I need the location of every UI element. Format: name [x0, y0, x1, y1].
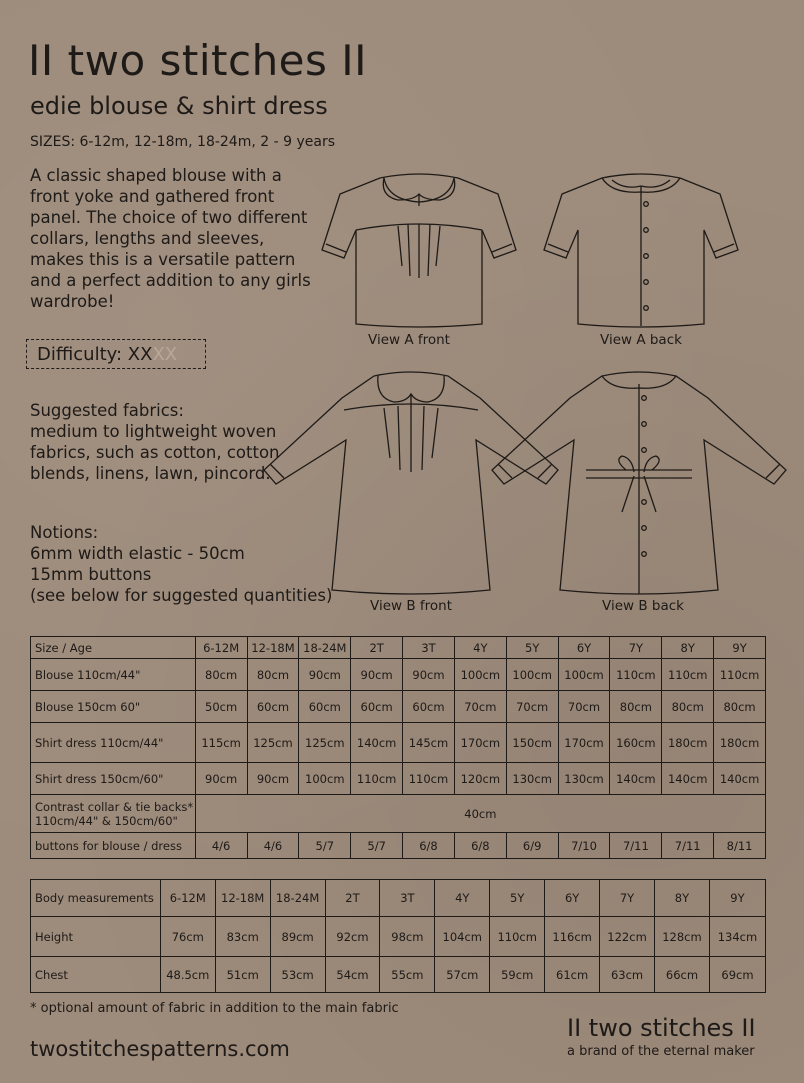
header-cell: 6Y	[545, 880, 600, 917]
header-cell: 18-24M	[270, 880, 325, 917]
header-cell: 5Y	[490, 880, 545, 917]
header-cell: 9Y	[714, 637, 766, 659]
table-cell: 110cm	[662, 659, 714, 691]
header-cell: 2T	[351, 637, 403, 659]
fabric-requirements-table	[30, 636, 766, 859]
table-cell: 70cm	[454, 691, 506, 723]
table-cell: 70cm	[558, 691, 610, 723]
view-b-back-label: View B back	[602, 598, 684, 614]
table-cell: 6/9	[506, 833, 558, 859]
header-cell: 4Y	[435, 880, 490, 917]
notions-heading: Notions:	[30, 523, 99, 542]
row-label: Shirt dress 150cm/60"	[31, 763, 196, 795]
table-cell: 60cm	[403, 691, 455, 723]
table-cell: 60cm	[299, 691, 351, 723]
table-cell: 5/7	[351, 833, 403, 859]
table-cell: 180cm	[662, 723, 714, 763]
table-cell: 100cm	[454, 659, 506, 691]
contrast-label-line2: 110cm/44" & 150cm/60"	[35, 813, 178, 828]
table-cell: 80cm	[195, 659, 247, 691]
table-cell: 128cm	[655, 917, 710, 957]
table-cell: 170cm	[558, 723, 610, 763]
difficulty-filled: XX	[127, 344, 153, 365]
row-label: buttons for blouse / dress	[31, 833, 196, 859]
table-row	[31, 691, 766, 723]
contrast-value: 40cm	[195, 795, 765, 833]
table-cell: 140cm	[662, 763, 714, 795]
table-cell: 100cm	[299, 763, 351, 795]
table-cell: 90cm	[403, 659, 455, 691]
view-b-back-illustration	[486, 362, 792, 600]
table-cell: 57cm	[435, 957, 490, 993]
footer-maker: a brand of the eternal maker	[567, 1044, 755, 1059]
header-cell: Body measurements	[31, 880, 161, 917]
table-cell: 90cm	[247, 763, 299, 795]
footnote: * optional amount of fabric in addition to the main fabric	[30, 1001, 399, 1016]
header-cell: 7Y	[600, 880, 655, 917]
table-cell: 110cm	[714, 659, 766, 691]
brand-title: II two stitches II	[28, 36, 368, 85]
row-label	[31, 795, 196, 833]
table-cell: 115cm	[195, 723, 247, 763]
table-cell: 6/8	[403, 833, 455, 859]
header-cell: 8Y	[655, 880, 710, 917]
table-cell: 98cm	[380, 917, 435, 957]
table-cell: 80cm	[610, 691, 662, 723]
table-row	[31, 723, 766, 763]
website-url: twostitchespatterns.com	[30, 1037, 290, 1061]
header-cell: 12-18M	[247, 637, 299, 659]
table-cell: 170cm	[454, 723, 506, 763]
table-cell: 130cm	[558, 763, 610, 795]
notion-item: (see below for suggested quantities)	[30, 586, 333, 605]
table-cell: 80cm	[662, 691, 714, 723]
header-cell: 8Y	[662, 637, 714, 659]
table-cell: 60cm	[247, 691, 299, 723]
table-row	[31, 659, 766, 691]
difficulty-label: Difficulty:	[37, 344, 128, 365]
view-b-front-label: View B front	[370, 598, 452, 614]
header-cell: 3T	[403, 637, 455, 659]
table-cell: 70cm	[506, 691, 558, 723]
pattern-subtitle: edie blouse & shirt dress	[30, 92, 328, 120]
table-cell: 7/11	[662, 833, 714, 859]
table-cell: 48.5cm	[160, 957, 215, 993]
notion-item: 6mm width elastic - 50cm	[30, 544, 245, 563]
table-cell: 53cm	[270, 957, 325, 993]
table-cell: 80cm	[247, 659, 299, 691]
header-cell: 6-12M	[160, 880, 215, 917]
table-cell: 8/11	[714, 833, 766, 859]
header-cell: 4Y	[454, 637, 506, 659]
header-cell: 7Y	[610, 637, 662, 659]
difficulty-box	[26, 339, 206, 369]
header-cell: 3T	[380, 880, 435, 917]
table-cell: 110cm	[403, 763, 455, 795]
table-cell: 145cm	[403, 723, 455, 763]
table-cell: 120cm	[454, 763, 506, 795]
table-cell: 90cm	[195, 763, 247, 795]
header-cell: 12-18M	[215, 880, 270, 917]
row-label: Blouse 150cm 60"	[31, 691, 196, 723]
table-cell: 7/10	[558, 833, 610, 859]
table-cell: 110cm	[351, 763, 403, 795]
table-cell: 55cm	[380, 957, 435, 993]
header-cell: 9Y	[709, 880, 765, 917]
contrast-row	[31, 795, 766, 833]
table-cell: 110cm	[490, 917, 545, 957]
view-a-back-illustration	[540, 166, 742, 332]
table-row	[31, 917, 766, 957]
header-cell: 2T	[325, 880, 380, 917]
table-cell: 4/6	[195, 833, 247, 859]
row-label: Shirt dress 110cm/44"	[31, 723, 196, 763]
view-a-back-label: View A back	[600, 332, 682, 348]
table-cell: 180cm	[714, 723, 766, 763]
table-cell: 69cm	[709, 957, 765, 993]
table-cell: 6/8	[454, 833, 506, 859]
row-label: Chest	[31, 957, 161, 993]
table-cell: 7/11	[610, 833, 662, 859]
suggested-fabrics	[30, 400, 280, 484]
table-cell: 92cm	[325, 917, 380, 957]
header-cell: 18-24M	[299, 637, 351, 659]
table-cell: 125cm	[299, 723, 351, 763]
table-cell: 160cm	[610, 723, 662, 763]
table-cell: 83cm	[215, 917, 270, 957]
table-cell: 104cm	[435, 917, 490, 957]
sizes-line: SIZES: 6-12m, 12-18m, 18-24m, 2 - 9 years	[30, 134, 335, 150]
header-cell: 5Y	[506, 637, 558, 659]
table-header-row	[31, 637, 766, 659]
body-measurements-table	[30, 879, 766, 993]
table-cell: 116cm	[545, 917, 600, 957]
view-a-front-illustration	[318, 166, 520, 332]
table-cell: 60cm	[351, 691, 403, 723]
fabrics-text: medium to lightweight woven fabrics, such as cotton, cotton blends, linens, lawn, pincord.	[30, 422, 280, 483]
table-cell: 90cm	[351, 659, 403, 691]
pattern-description: A classic shaped blouse with a front yoke and gathered front panel. The choice of two different collars, lengths and sleeves, makes this is a versatile pattern and a perfect addition to any girls wardrobe!	[30, 166, 311, 311]
difficulty-empty: XX	[152, 344, 178, 365]
table-cell: 76cm	[160, 917, 215, 957]
table-row	[31, 957, 766, 993]
table-cell: 100cm	[506, 659, 558, 691]
row-label: Blouse 110cm/44"	[31, 659, 196, 691]
table-cell: 4/6	[247, 833, 299, 859]
table-row	[31, 763, 766, 795]
table-cell: 54cm	[325, 957, 380, 993]
table-cell: 80cm	[714, 691, 766, 723]
table-cell: 100cm	[558, 659, 610, 691]
contrast-label-line1: Contrast collar & tie backs*	[35, 799, 194, 814]
buttons-row	[31, 833, 766, 859]
table-cell: 150cm	[506, 723, 558, 763]
table-cell: 110cm	[610, 659, 662, 691]
header-cell: 6Y	[558, 637, 610, 659]
view-a-front-label: View A front	[368, 332, 450, 348]
table-cell: 51cm	[215, 957, 270, 993]
table-cell: 122cm	[600, 917, 655, 957]
table-cell: 140cm	[351, 723, 403, 763]
table-cell: 5/7	[299, 833, 351, 859]
table-cell: 140cm	[714, 763, 766, 795]
table-cell: 134cm	[709, 917, 765, 957]
notion-item: 15mm buttons	[30, 565, 152, 584]
table-cell: 140cm	[610, 763, 662, 795]
table-cell: 50cm	[195, 691, 247, 723]
table-cell: 130cm	[506, 763, 558, 795]
table-cell: 90cm	[299, 659, 351, 691]
header-cell: 6-12M	[195, 637, 247, 659]
header-cell: Size / Age	[31, 637, 196, 659]
table-cell: 89cm	[270, 917, 325, 957]
fabrics-heading: Suggested fabrics:	[30, 401, 184, 420]
table-cell: 66cm	[655, 957, 710, 993]
table-cell: 125cm	[247, 723, 299, 763]
table-cell: 59cm	[490, 957, 545, 993]
table-cell: 63cm	[600, 957, 655, 993]
table-header-row	[31, 880, 766, 917]
footer-brand: II two stitches II	[567, 1014, 756, 1042]
table-cell: 61cm	[545, 957, 600, 993]
row-label: Height	[31, 917, 161, 957]
